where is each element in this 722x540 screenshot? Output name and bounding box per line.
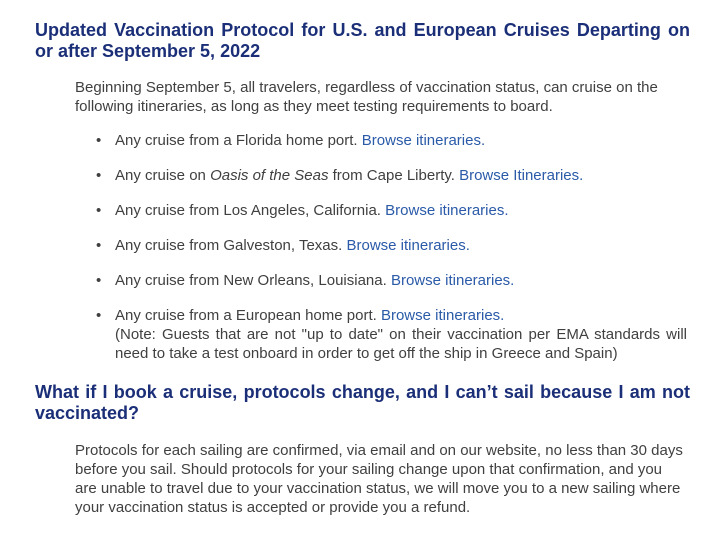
list-item-galveston — [75, 236, 687, 255]
browse-itineraries-link[interactable]: Browse itineraries. — [361, 132, 486, 149]
item-text-pre: Any cruise on — [115, 167, 206, 184]
browse-itineraries-link[interactable]: Browse itineraries. — [385, 202, 509, 219]
bullet: • — [96, 237, 102, 254]
item-text-post: from Cape Liberty. — [332, 167, 455, 184]
browse-itineraries-link[interactable]: Browse Itineraries. — [459, 167, 584, 184]
item-text: Any cruise from a Florida home port. — [115, 132, 358, 149]
item-text: Any cruise from Los Angeles, California. — [115, 202, 381, 219]
ship-name: Oasis of the Seas — [210, 167, 329, 184]
ema-note: (Note: Guests that are not "up to date" on their vaccination per EMA standards will need to take a test onboard in order to get off the ship in Greece and Spain) — [115, 326, 687, 362]
intro-paragraph: Beginning September 5, all travelers, regardless of vaccination status, can cruise on the following itineraries, as long as they meet testing requirements to board. — [75, 79, 658, 115]
list-item-florida — [75, 131, 687, 150]
section-heading-protocol: Updated Vaccination Protocol for U.S. and European Cruises Departing on or after September 5, 2022 — [35, 20, 690, 61]
bullet: • — [96, 272, 102, 289]
faq-answer-paragraph: Protocols for each sailing are confirmed, via email and on our website, no less than 30 days before you sail. Should protocols for your sailing change upon that confirmation, and you are unable to travel due to your vaccination status, we will move you to a new sailing where your vaccination status is accepted or provide you a refund. — [75, 442, 683, 516]
item-text: Any cruise from Galveston, Texas. — [115, 237, 343, 254]
bullet: • — [96, 202, 102, 219]
item-text: Any cruise from a European home port. — [115, 307, 377, 324]
browse-itineraries-link[interactable]: Browse itineraries. — [346, 237, 470, 254]
list-item-europe — [75, 306, 687, 363]
list-item-los-angeles — [75, 201, 687, 220]
browse-itineraries-link[interactable]: Browse itineraries. — [380, 307, 505, 324]
bullet: • — [96, 307, 102, 324]
section-heading-faq: What if I book a cruise, protocols change, and I can’t sail because I am not vaccinated? — [35, 382, 690, 423]
item-text: Any cruise from New Orleans, Louisiana. — [115, 272, 387, 289]
bullet: • — [96, 132, 102, 149]
list-item-new-orleans — [75, 271, 687, 290]
itinerary-list — [75, 131, 687, 379]
browse-itineraries-link[interactable]: Browse itineraries. — [390, 272, 515, 289]
bullet: • — [96, 167, 102, 184]
list-item-cape-liberty — [75, 166, 687, 185]
